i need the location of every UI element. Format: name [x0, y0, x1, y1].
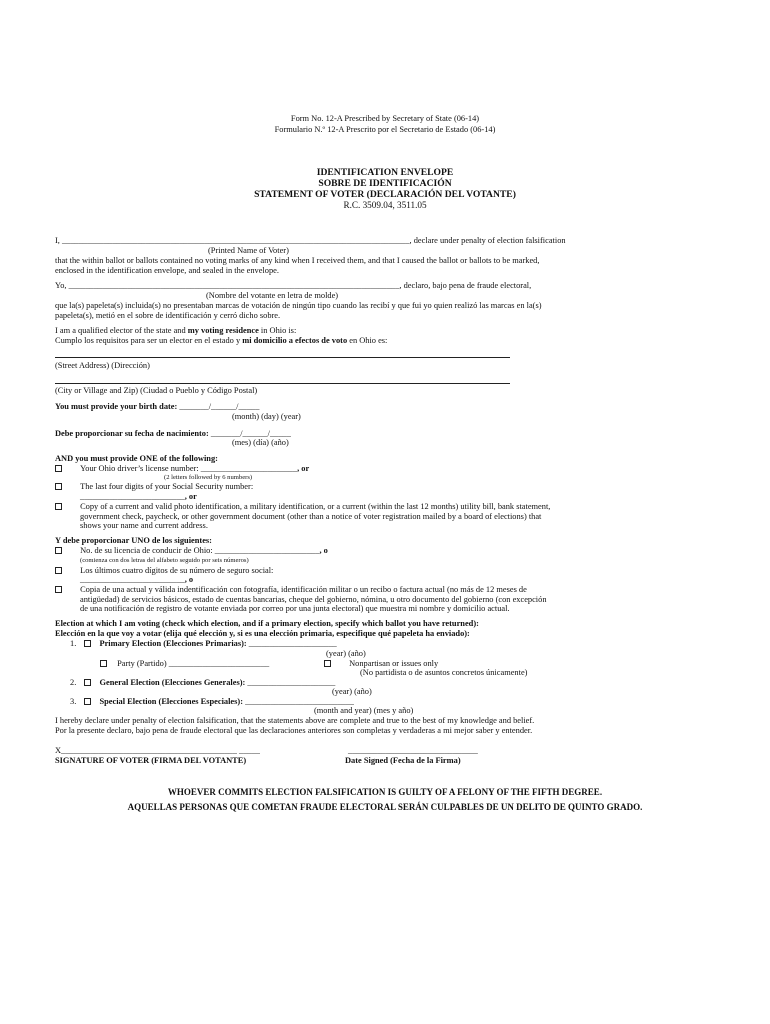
- special-date-caption: (month and year) (mes y año): [314, 706, 414, 715]
- street-address-line[interactable]: [55, 357, 510, 358]
- checkbox-icon[interactable]: [55, 567, 62, 574]
- city-zip-line[interactable]: [55, 383, 510, 384]
- warning-es: AQUELLAS PERSONAS QUE COMETAN FRAUDE ELECTORAL SERÁN CULPABLES DE UN DELITO DE QUINTO GRADO.: [127, 802, 643, 812]
- date-signed-line[interactable]: _______________________________: [348, 746, 478, 755]
- residence-text-en: [55, 326, 296, 336]
- form-number-en: Form No. 12-A Prescribed by Secretary of State (06-14): [290, 114, 480, 123]
- checkbox-icon[interactable]: [55, 483, 62, 490]
- signature-line[interactable]: X__________________________________________ _____: [55, 746, 260, 755]
- id-option-drivers-license-es[interactable]: [55, 546, 328, 556]
- birth-date-blank-es[interactable]: _______/______/_____: [208, 429, 291, 438]
- title-line-4: R.C. 3509.04, 3511.05: [343, 200, 427, 210]
- form-number-es: Formulario N.º 12-A Prescrito por el Secretario de Estado (06-14): [274, 125, 496, 134]
- general-year-blank[interactable]: _____________________: [245, 678, 336, 687]
- nonpartisan-label: Nonpartisan or issues only: [349, 659, 439, 668]
- residence-es-bold: mi domicilio a efectos de voto: [242, 336, 348, 345]
- checkbox-icon[interactable]: [324, 660, 331, 667]
- birth-date-en[interactable]: [55, 402, 259, 412]
- checkbox-icon[interactable]: [55, 465, 62, 472]
- ssn-blank-en[interactable]: [80, 492, 197, 502]
- document-text-es-2: antigüedad) de servicios básicos, estado de cuentas bancarias, cheque del gobierno, nómina, u otro documento del gobierno (con excepción: [80, 595, 547, 604]
- election-heading-es: Elección en la que voy a votar (elija qué elección y, si es una elección primaria, especifique qué papeleta ha enviado):: [55, 629, 470, 638]
- title-line-1: IDENTIFICATION ENVELOPE: [316, 167, 454, 178]
- document-text-en-3: shows your name and current address.: [80, 521, 208, 530]
- birth-date-blank-en[interactable]: _______/______/_____: [177, 402, 260, 411]
- birth-date-caption-en: (month) (day) (year): [232, 412, 301, 421]
- city-zip-caption: (City or Village and Zip) (Ciudad o Pueblo y Código Postal): [55, 386, 258, 395]
- primary-year-blank[interactable]: _____________________: [246, 639, 337, 648]
- checkbox-icon[interactable]: [100, 660, 107, 667]
- document-text-en-2: government check, paycheck, or other government document (other than a notice of voter registration mailed by a board of elections) that: [80, 512, 542, 521]
- signature-label: SIGNATURE OF VOTER (FIRMA DEL VOTANTE): [55, 756, 247, 765]
- id-option-document-en[interactable]: [55, 502, 550, 512]
- ssn-blank-es[interactable]: [80, 575, 193, 585]
- document-text-en-1: Copy of a current and valid photo identification, a military identification, or a current (within the last 12 months) utility bill, bank statement,: [80, 502, 551, 511]
- penalty-statement-es: Por la presente declaro, bajo pena de fraude electoral que las declaraciones anteriores son completas y verdaderas a mi mejor saber y entender.: [55, 726, 533, 735]
- document-text-es-3: de una notificación de registro de votante enviada por correo por una junta electoral) que muestra mi nombre y domicilio actual.: [80, 604, 510, 613]
- drivers-license-caption-es: (comienza con dos letras del alfabeto seguido por seis números): [80, 557, 249, 564]
- election-primary[interactable]: [70, 639, 337, 649]
- item-number: 1.: [70, 639, 77, 648]
- residence-en-prefix: I am a qualified elector of the state and: [55, 326, 188, 335]
- drivers-license-label-en: Your Ohio driver’s license number: _______________________: [80, 464, 298, 473]
- warning-en: WHOEVER COMMITS ELECTION FALSIFICATION IS GUILTY OF A FELONY OF THE FIFTH DEGREE.: [167, 787, 603, 797]
- residence-es-prefix: Cumplo los requisitos para ser un elector en el estado y: [55, 336, 243, 345]
- id-option-ssn-en[interactable]: [55, 482, 253, 492]
- drivers-license-caption-en: (2 letters followed by 6 numbers): [164, 474, 253, 481]
- birth-date-label-es: Debe proporcionar su fecha de nacimiento:: [55, 429, 209, 438]
- election-heading-en: Election at which I am voting (check which election, and if a primary election, specify which ballot you have returned):: [55, 619, 479, 628]
- id-option-drivers-license-en[interactable]: [55, 464, 309, 474]
- penalty-statement-en: I hereby declare under penalty of election falsification, that the statements above are complete and true to the best of my knowledge and belief.: [55, 716, 535, 725]
- general-election-label: General Election (Elecciones Generales):: [99, 678, 246, 687]
- voter-name-line-en[interactable]: I, ___________________________________________________________________________________, declare under penalty of election falsification: [55, 236, 566, 245]
- voter-name-caption-en: (Printed Name of Voter): [208, 246, 289, 255]
- primary-year-caption: (year) (año): [326, 649, 366, 658]
- declaration-text-en-1: that the within ballot or ballots contained no voting marks of any kind when I received them, and that I caused the ballot or ballots to be marked,: [55, 256, 540, 265]
- voter-name-caption-es: (Nombre del votante en letra de molde): [206, 291, 339, 300]
- general-year-caption: (year) (año): [332, 687, 372, 696]
- title-line-2: SOBRE DE IDENTIFICACIÓN: [318, 178, 452, 189]
- checkbox-icon[interactable]: [55, 503, 62, 510]
- nonpartisan-caption: (No partidista o de asuntos concretos únicamente): [360, 668, 528, 677]
- residence-en-suffix: in Ohio is:: [258, 326, 297, 335]
- checkbox-icon[interactable]: [84, 698, 91, 705]
- declaration-text-es-1: que la(s) papeleta(s) incluida(s) no presentaban marcas de votación de ningún tipo cuando las recibí y que fui yo quien realizó las marcas en la(s): [55, 301, 542, 310]
- ssn-label-en: The last four digits of your Social Security number:: [80, 482, 254, 491]
- or-label: , or: [184, 492, 197, 501]
- title-line-3: STATEMENT OF VOTER (DECLARACIÓN DEL VOTANTE): [254, 189, 516, 200]
- election-special[interactable]: [70, 697, 354, 707]
- id-option-document-es[interactable]: [55, 585, 527, 595]
- residence-en-bold: my voting residence: [187, 326, 259, 335]
- election-general[interactable]: [70, 678, 335, 688]
- drivers-license-label-es: No. de su licencia de conducir de Ohio: _________________________: [80, 546, 320, 555]
- checkbox-icon[interactable]: [84, 679, 91, 686]
- voter-name-line-es[interactable]: Yo, _______________________________________________________________________________, declaro, bajo pena de fraude electoral,: [55, 281, 532, 290]
- ssn-label-es: Los últimos cuatro dígitos de su número de seguro social:: [80, 566, 274, 575]
- special-election-label: Special Election (Elecciones Especiales):: [99, 697, 243, 706]
- residence-text-es: [55, 336, 387, 346]
- document-text-es-1: Copia de una actual y válida indentificación con fotografía, identificación militar o un recibo o factura actual (no más de 12 meses de: [80, 585, 527, 594]
- id-heading-es: Y debe proporcionar UNO de los siguientes:: [55, 536, 212, 545]
- or-label: , o: [184, 575, 194, 584]
- declaration-text-es-2: papeleta(s), metió en el sobre de identificación y cerró dicho sobre.: [55, 311, 281, 320]
- birth-date-label-en: You must provide your birth date:: [55, 402, 178, 411]
- ssn-blank[interactable]: _________________________: [80, 492, 185, 501]
- residence-es-suffix: en Ohio es:: [347, 336, 388, 345]
- declaration-text-en-2: enclosed in the identification envelope, and sealed in the envelope.: [55, 266, 279, 275]
- checkbox-icon[interactable]: [84, 640, 91, 647]
- party-option[interactable]: [100, 659, 269, 669]
- street-address-caption: (Street Address) (Dirección): [55, 361, 150, 370]
- party-label: Party (Partido) ________________________: [117, 659, 270, 668]
- primary-election-label: Primary Election (Elecciones Primarias):: [99, 639, 247, 648]
- or-label: , or: [297, 464, 310, 473]
- id-heading-en: AND you must provide ONE of the following:: [55, 454, 218, 463]
- ssn-blank[interactable]: _________________________: [80, 575, 185, 584]
- checkbox-icon[interactable]: [55, 547, 62, 554]
- birth-date-caption-es: (mes) (día) (año): [232, 438, 289, 447]
- special-date-blank[interactable]: __________________________: [243, 697, 354, 706]
- item-number: 2.: [70, 678, 77, 687]
- item-number: 3.: [70, 697, 77, 706]
- date-signed-label: Date Signed (Fecha de la Firma): [345, 756, 461, 765]
- checkbox-icon[interactable]: [55, 586, 62, 593]
- or-label: , o: [319, 546, 328, 555]
